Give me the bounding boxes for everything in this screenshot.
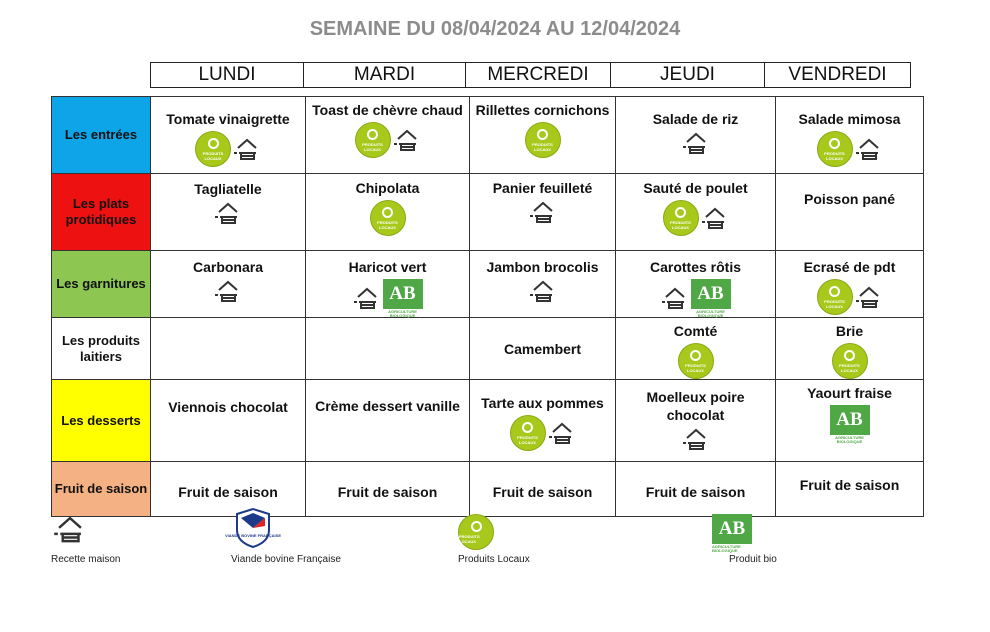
dish-name: Fruit de saison bbox=[492, 484, 593, 500]
menu-cell bbox=[776, 462, 924, 517]
menu-cell bbox=[306, 462, 470, 517]
house-icon bbox=[855, 285, 883, 309]
menu-cell bbox=[151, 251, 306, 318]
dish-name: Camembert bbox=[503, 341, 582, 357]
category-cell: Fruit de saison bbox=[52, 462, 151, 517]
agriculture-biologique-icon: AB AGRICULTURE BIOLOGIQUE bbox=[691, 279, 731, 317]
dish-name: Jambon brocolis bbox=[486, 259, 599, 275]
house-icon bbox=[701, 206, 729, 230]
produits-locaux-icon: PRODUITS LOCAUX bbox=[195, 131, 231, 167]
dish-icons bbox=[151, 131, 305, 167]
menu-cell bbox=[151, 462, 306, 517]
dish-icons bbox=[306, 200, 469, 236]
legend-produit-bio bbox=[712, 514, 812, 574]
dish-name bbox=[306, 318, 469, 322]
dish-name: Crème dessert vanille bbox=[315, 398, 460, 414]
house-icon bbox=[214, 279, 242, 303]
house-icon bbox=[661, 286, 689, 310]
days-header bbox=[150, 62, 911, 88]
category-cell: Les desserts bbox=[52, 380, 151, 462]
menu-cell bbox=[616, 174, 776, 251]
menu-cell bbox=[151, 318, 306, 380]
menu-cell bbox=[470, 380, 616, 462]
menu-row bbox=[52, 318, 924, 380]
house-icon bbox=[233, 137, 261, 161]
dish-icons bbox=[776, 405, 923, 443]
dish-name: Salade de riz bbox=[652, 111, 739, 127]
dish-icons bbox=[151, 201, 305, 225]
legend-label: Viande bovine Française bbox=[231, 554, 341, 565]
menu-cell bbox=[306, 380, 470, 462]
produits-locaux-icon: PRODUITS LOCAUX bbox=[370, 200, 406, 236]
produits-locaux-icon: PRODUITS LOCAUX bbox=[817, 131, 853, 167]
house-icon bbox=[855, 137, 883, 161]
dish-icons bbox=[776, 343, 923, 379]
dish-icons bbox=[470, 200, 615, 224]
category-cell: Les garnitures bbox=[52, 251, 151, 318]
day-mardi: MARDI bbox=[304, 63, 466, 88]
produits-locaux-icon: PRODUITS LOCAUX bbox=[525, 122, 561, 158]
dish-icons bbox=[776, 279, 923, 315]
house-icon bbox=[214, 201, 242, 225]
produits-locaux-icon: PRODUITS LOCAUX bbox=[663, 200, 699, 236]
menu-cell bbox=[470, 462, 616, 517]
dish-icons bbox=[151, 279, 305, 303]
house-icon bbox=[548, 421, 576, 445]
dish-name: Salade mimosa bbox=[798, 111, 901, 127]
dish-name: Fruit de saison bbox=[799, 477, 900, 493]
dish-icons bbox=[470, 279, 615, 303]
menu-row bbox=[52, 380, 924, 462]
category-cell: Les produits laitiers bbox=[52, 318, 151, 380]
dish-icons bbox=[470, 122, 615, 158]
dish-name: Panier feuilleté bbox=[492, 180, 593, 196]
dish-name: Chipolata bbox=[355, 180, 420, 196]
menu-row bbox=[52, 174, 924, 251]
house-icon bbox=[353, 286, 381, 310]
menu-cell bbox=[470, 251, 616, 318]
dish-icons bbox=[470, 415, 615, 451]
dish-name: Fruit de saison bbox=[337, 484, 438, 500]
menu-table bbox=[51, 96, 924, 517]
menu-cell bbox=[151, 380, 306, 462]
menu-row bbox=[52, 462, 924, 517]
agriculture-biologique-icon: AB AGRICULTURE BIOLOGIQUE bbox=[712, 514, 752, 552]
house-icon bbox=[529, 279, 557, 303]
day-mercredi: MERCREDI bbox=[466, 63, 611, 88]
menu-cell bbox=[776, 318, 924, 380]
menu-cell bbox=[151, 97, 306, 174]
dish-name: Haricot vert bbox=[348, 259, 427, 275]
dish-icons bbox=[616, 427, 775, 451]
legend-produits-locaux bbox=[458, 514, 578, 574]
menu-cell bbox=[776, 174, 924, 251]
dish-name: Tomate vinaigrette bbox=[166, 111, 290, 127]
dish-icons bbox=[776, 131, 923, 167]
legend-label: Recette maison bbox=[51, 554, 121, 565]
legend-label: Produits Locaux bbox=[458, 554, 530, 565]
menu-row bbox=[52, 97, 924, 174]
menu-row bbox=[52, 251, 924, 318]
dish-name: Carottes rôtis bbox=[649, 259, 742, 275]
legend-label: Produit bio bbox=[729, 554, 777, 565]
menu-cell bbox=[776, 380, 924, 462]
dish-name: Viennois chocolat bbox=[168, 399, 288, 415]
menu-cell bbox=[470, 174, 616, 251]
viande-bovine-francaise-icon bbox=[224, 508, 282, 548]
dish-name: Fruit de saison bbox=[178, 484, 278, 500]
dish-name: Fruit de saison bbox=[645, 484, 746, 500]
vbf-icon-text: VIANDE BOVINE FRANÇAISE bbox=[224, 533, 282, 538]
dish-name: Ecrasé de pdt bbox=[803, 259, 896, 275]
agriculture-biologique-icon: AB AGRICULTURE BIOLOGIQUE bbox=[383, 279, 423, 317]
dish-icons bbox=[306, 122, 469, 158]
legend-viande-bovine bbox=[224, 514, 371, 574]
dish-name: Yaourt fraise bbox=[807, 385, 892, 401]
house-icon bbox=[682, 427, 710, 451]
menu-cell bbox=[776, 97, 924, 174]
produits-locaux-icon: PRODUITS LOCAUX bbox=[832, 343, 868, 379]
dish-icons bbox=[616, 343, 775, 379]
menu-cell bbox=[616, 97, 776, 174]
menu-cell bbox=[306, 97, 470, 174]
legend-recette-maison bbox=[51, 514, 151, 574]
dish-name: Tarte aux pommes bbox=[481, 395, 604, 411]
agriculture-biologique-icon: AB AGRICULTURE BIOLOGIQUE bbox=[830, 405, 870, 443]
menu-cell bbox=[616, 462, 776, 517]
menu-cell bbox=[306, 318, 470, 380]
produits-locaux-icon: PRODUITS LOCAUX bbox=[510, 415, 546, 451]
produits-locaux-icon: PRODUITS LOCAUX bbox=[458, 514, 494, 550]
category-cell: Les entrées bbox=[52, 97, 151, 174]
dish-name: Sauté de poulet bbox=[643, 180, 748, 196]
house-icon bbox=[53, 514, 87, 544]
house-icon bbox=[682, 131, 710, 155]
produits-locaux-icon: PRODUITS LOCAUX bbox=[678, 343, 714, 379]
dish-name: Tagliatelle bbox=[194, 181, 262, 197]
day-lundi: LUNDI bbox=[151, 63, 304, 88]
produits-locaux-icon: PRODUITS LOCAUX bbox=[355, 122, 391, 158]
dish-name: Comté bbox=[673, 323, 718, 339]
dish-name: Rillettes cornichons bbox=[475, 102, 610, 118]
day-jeudi: JEUDI bbox=[611, 63, 765, 88]
dish-icons bbox=[306, 279, 469, 317]
dish-icons bbox=[616, 131, 775, 155]
dish-icons bbox=[616, 200, 775, 236]
menu-cell bbox=[616, 251, 776, 318]
produits-locaux-icon: PRODUITS LOCAUX bbox=[817, 279, 853, 315]
house-icon bbox=[393, 128, 421, 152]
dish-icons bbox=[616, 279, 775, 317]
menu-cell bbox=[776, 251, 924, 318]
dish-name: Poisson pané bbox=[803, 191, 896, 207]
dish-name bbox=[151, 318, 305, 322]
menu-cell bbox=[616, 318, 776, 380]
menu-cell bbox=[616, 380, 776, 462]
menu-cell bbox=[306, 174, 470, 251]
page-title: SEMAINE DU 08/04/2024 AU 12/04/2024 bbox=[309, 18, 681, 40]
category-cell: Les plats protidiques bbox=[52, 174, 151, 251]
day-vendredi: VENDREDI bbox=[765, 63, 911, 88]
dish-name: Toast de chèvre chaud bbox=[312, 102, 463, 118]
menu-cell bbox=[306, 251, 470, 318]
dish-name: Brie bbox=[835, 323, 864, 339]
menu-cell bbox=[470, 318, 616, 380]
dish-name: Moelleux poire chocolat bbox=[646, 389, 745, 423]
menu-cell bbox=[470, 97, 616, 174]
menu-cell bbox=[151, 174, 306, 251]
dish-name: Carbonara bbox=[192, 259, 264, 275]
house-icon bbox=[529, 200, 557, 224]
